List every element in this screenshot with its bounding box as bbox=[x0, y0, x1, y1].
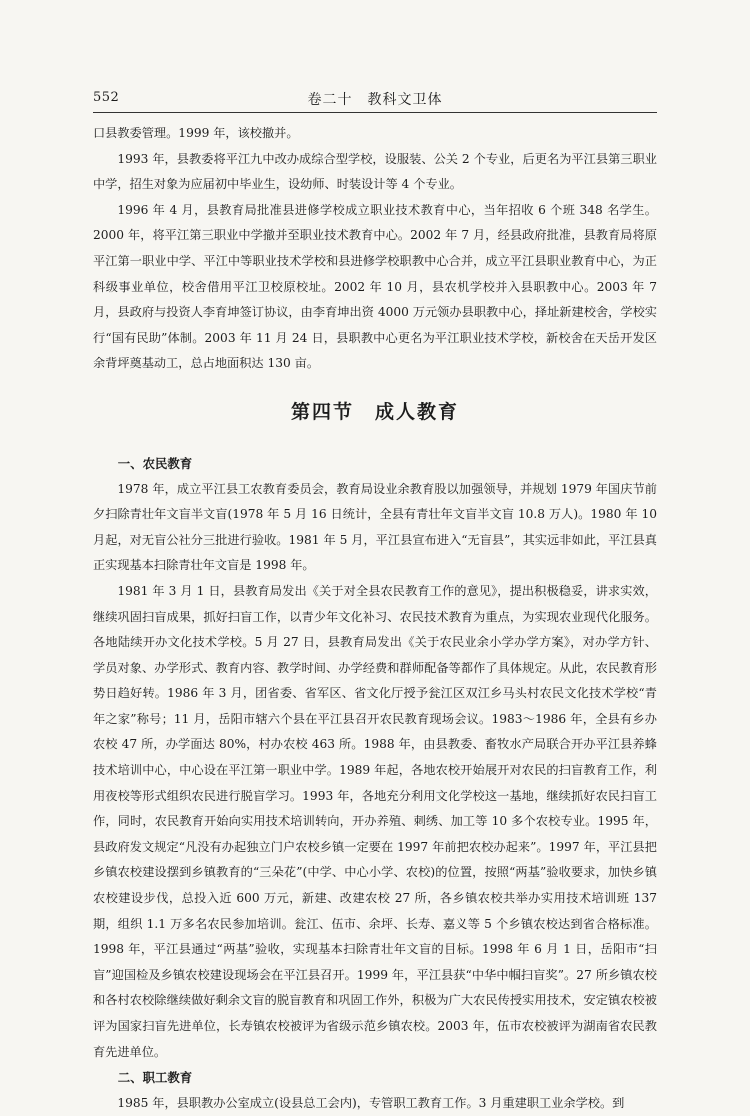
paragraph: 1985 年，县职教办公室成立(设县总工会内)，专管职工教育工作。3 月重建职工业余学校。到 bbox=[117, 1095, 625, 1110]
page-header bbox=[93, 88, 657, 113]
paragraph: 1978 年，成立平江县工农教育委员会，教育局设业余教育股以加强领导，并规划 1979 年国庆节前夕扫除青壮年文盲半文盲(1978 年 5 月 16 日统计，全县有青壮年文盲半文盲 10.8 万人)。1980 年 10 月起，对无盲公社分三批进行验收。1981 年 5 月，平江县宣布进入“无盲县”，其实远非如此，平江县真正实现基本扫除青壮年文盲是 1998 年。 bbox=[93, 481, 657, 573]
subsection-heading: 二、职工教育 bbox=[117, 1070, 193, 1086]
page-body bbox=[93, 121, 657, 1116]
subsection-heading: 一、农民教育 bbox=[117, 455, 193, 471]
section-title: 第四节 成人教育 bbox=[290, 400, 459, 423]
running-head: 卷二十 教科文卫体 bbox=[307, 92, 443, 108]
paragraph: 1993 年，县教委将平江九中改办成综合型学校，设服装、公关 2 个专业，后更名为平江县第三职业中学，招生对象为应届初中毕业生，设幼师、时装设计等 4 个专业。 bbox=[93, 151, 657, 192]
paragraph: 1996 年 4 月，县教育局批准县进修学校成立职业技术教育中心，当年招收 6 个班 348 名学生。2000 年，将平江第三职业中学撤并至职业技术教育中心。2002 年 7 月，经县政府批准，县教育局将原平江第一职业中学、平江中等职业技术学校和县进修学校职教中心合并，成立平江县职业教育中心，为正科级事业单位，校舍借用平江卫校原校址。2002 年 10 月，县农机学校并入县职教中心。2003 年 7 月，县政府与投资人李育坤签订协议，由李育坤出资 4000 万元领办县职教中心，择址新建校舍，学校实行“国有民助”体制。2003 年 11 月 24 日，县职教中心更名为平江职业技术学校，新校舍在天岳开发区余背坪奠基动工，总占地面积达 130 亩。 bbox=[93, 202, 657, 371]
paragraph: 1981 年 3 月 1 日，县教育局发出《关于对全县农民教育工作的意见》，提出积极稳妥，讲求实效，继续巩固扫盲成果，抓好扫盲工作，以青少年文化补习、农民技术教育为重点，为实现农业现代化服务。各地陆续开办文化技术学校。5 月 27 日，县教育局发出《关于农民业余小学办学方案》，对办学方针、学员对象、办学形式、教育内容、教学时间、办学经费和群师配备等都作了具体规定。从此，农民教育形势日趋好转。1986 年 3 月，团省委、省军区、省文化厅授予瓮江区双江乡马头村农民文化技术学校“青年之家”称号；11 月，岳阳市辖六个县在平江县召开农民教育现场会议。1983～1986 年，全县有乡办农校 47 所，办学面达 80%，村办农校 463 所。1988 年，由县教委、畜牧水产局联合开办平江县养蜂技术培训中心，中心设在平江第一职业中学。1989 年起，各地农校开始展开对农民的扫盲教育工作，利用夜校等形式组织农民进行脱盲学习。1993 年，各地充分利用文化学校这一基地，继续抓好农民扫盲工作，同时，农民教育开始向实用技术培训转向，开办养殖、刺绣、加工等 10 多个农校专业。1995 年，县政府发文规定“凡没有办起独立门户农校乡镇一定要在 1997 年前把农校办起来”。1997 年，平江县把乡镇农校建设摆到乡镇教育的“三朵花”(中学、中心小学、农校)的位置，按照“两基”验收要求，加快乡镇农校建设步伐，总投入近 600 万元，新建、改建农校 27 所，各乡镇农校共举办实用技术培训班 137 期，组织 1.1 万多名农民参加培训。瓮江、伍市、余坪、长寿、嘉义等 5 个乡镇农校达到省合格标准。1998 年，平江县通过“两基”验收，实现基本扫除青壮年文盲的目标。1998 年 6 月 1 日，岳阳市“扫盲”迎国检及乡镇农校建设现场会在平江县召开。1999 年，平江县获“中华中帼扫盲奖”。27 所乡镇农校和各村农校除继续做好剩余文盲的脱盲教育和巩固工作外，积极为广大农民传授实用技术，安定镇农校被评为国家扫盲先进单位，长寿镇农校被评为省级示范乡镇农校。2003 年，伍市农校被评为湖南省农民教育先进单位。 bbox=[93, 583, 657, 1059]
page-number: 552 bbox=[93, 90, 120, 105]
paragraph: 口县教委管理。1999 年，该校撤并。 bbox=[93, 126, 299, 140]
